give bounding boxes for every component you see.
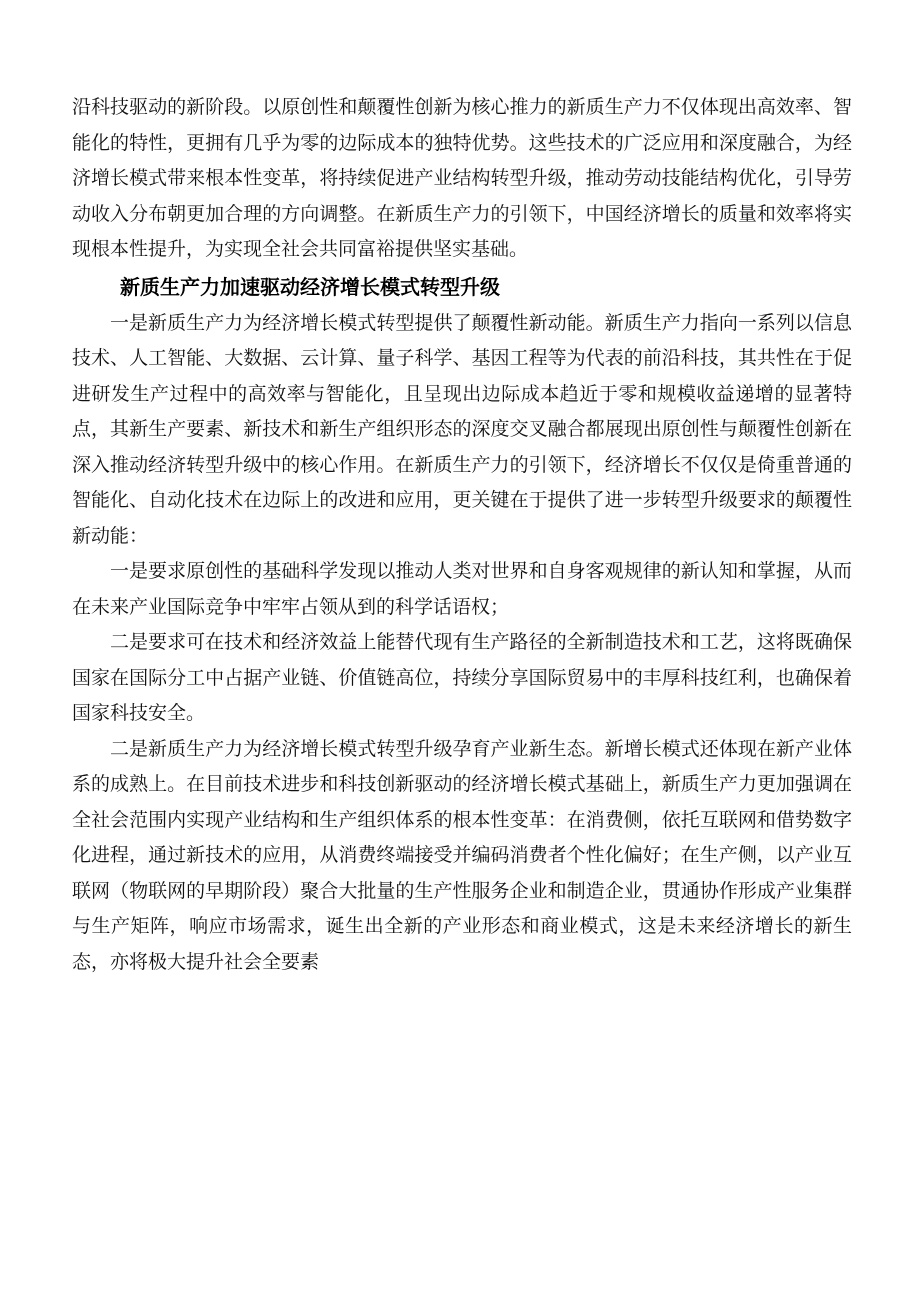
intro-paragraph: 沿科技驱动的新阶段。以原创性和颠覆性创新为核心推力的新质生产力不仅体现出高效率、智能化的特性，更拥有几乎为零的边际成本的独特优势。这些技术的广泛应用和深度融合，为经济增长模式带来根本性变革，将持续促进产业结构转型升级，推动劳动技能结构优化，引导劳动收入分布朝更加合理的方向调整。在新质生产力的引领下，中国经济增长的质量和效率将实现根本性提升，为实现全社会共同富裕提供坚实基础。 — [72, 96, 852, 260]
body-paragraph-2: 一是要求原创性的基础科学发现以推动人类对世界和自身客观规律的新认知和掌握，从而在未来产业国际竞争中牢牢占领从到的科学话语权； — [72, 560, 852, 618]
body-paragraph-3: 二是要求可在技术和经济效益上能替代现有生产路径的全新制造技术和工艺，这将既确保国家在国际分工中占据产业链、价值链高位，持续分享国际贸易中的丰厚科技红利，也确保着国家科技安全。 — [72, 631, 852, 724]
section-heading: 新质生产力加速驱动经济增长模式转型升级 — [120, 274, 500, 299]
document-page — [72, 90, 852, 980]
body-paragraph-4: 二是新质生产力为经济增长模式转型升级孕育产业新生态。新增长模式还体现在新产业体系的成熟上。在目前技术进步和科技创新驱动的经济增长模式基础上，新质生产力更加强调在全社会范围内实现产业结构和生产组织体系的根本性变革：在消费侧，依托互联网和借势数字化进程，通过新技术的应用，从消费终端接受并编码消费者个性化偏好；在生产侧，以产业互联网（物联网的早期阶段）聚合大批量的生产性服务企业和制造企业，贯通协作形成产业集群与生产矩阵，响应市场需求，诞生出全新的产业形态和商业模式，这是未来经济增长的新生态，亦将极大提升社会全要素 — [72, 737, 852, 973]
body-paragraph-1: 一是新质生产力为经济增长模式转型提供了颠覆性新动能。新质生产力指向一系列以信息技术、人工智能、大数据、云计算、量子科学、基因工程等为代表的前沿科技，其共性在于促进研发生产过程中的高效率与智能化，且呈现出边际成本趋近于零和规模收益递增的显著特点，其新生产要素、新技术和新生产组织形态的深度交叉融合都展现出原创性与颠覆性创新在深入推动经济转型升级中的核心作用。在新质生产力的引领下，经济增长不仅仅是倚重普通的智能化、自动化技术在边际上的改进和应用，更关键在于提供了进一步转型升级要求的颠覆性新动能： — [72, 311, 852, 547]
